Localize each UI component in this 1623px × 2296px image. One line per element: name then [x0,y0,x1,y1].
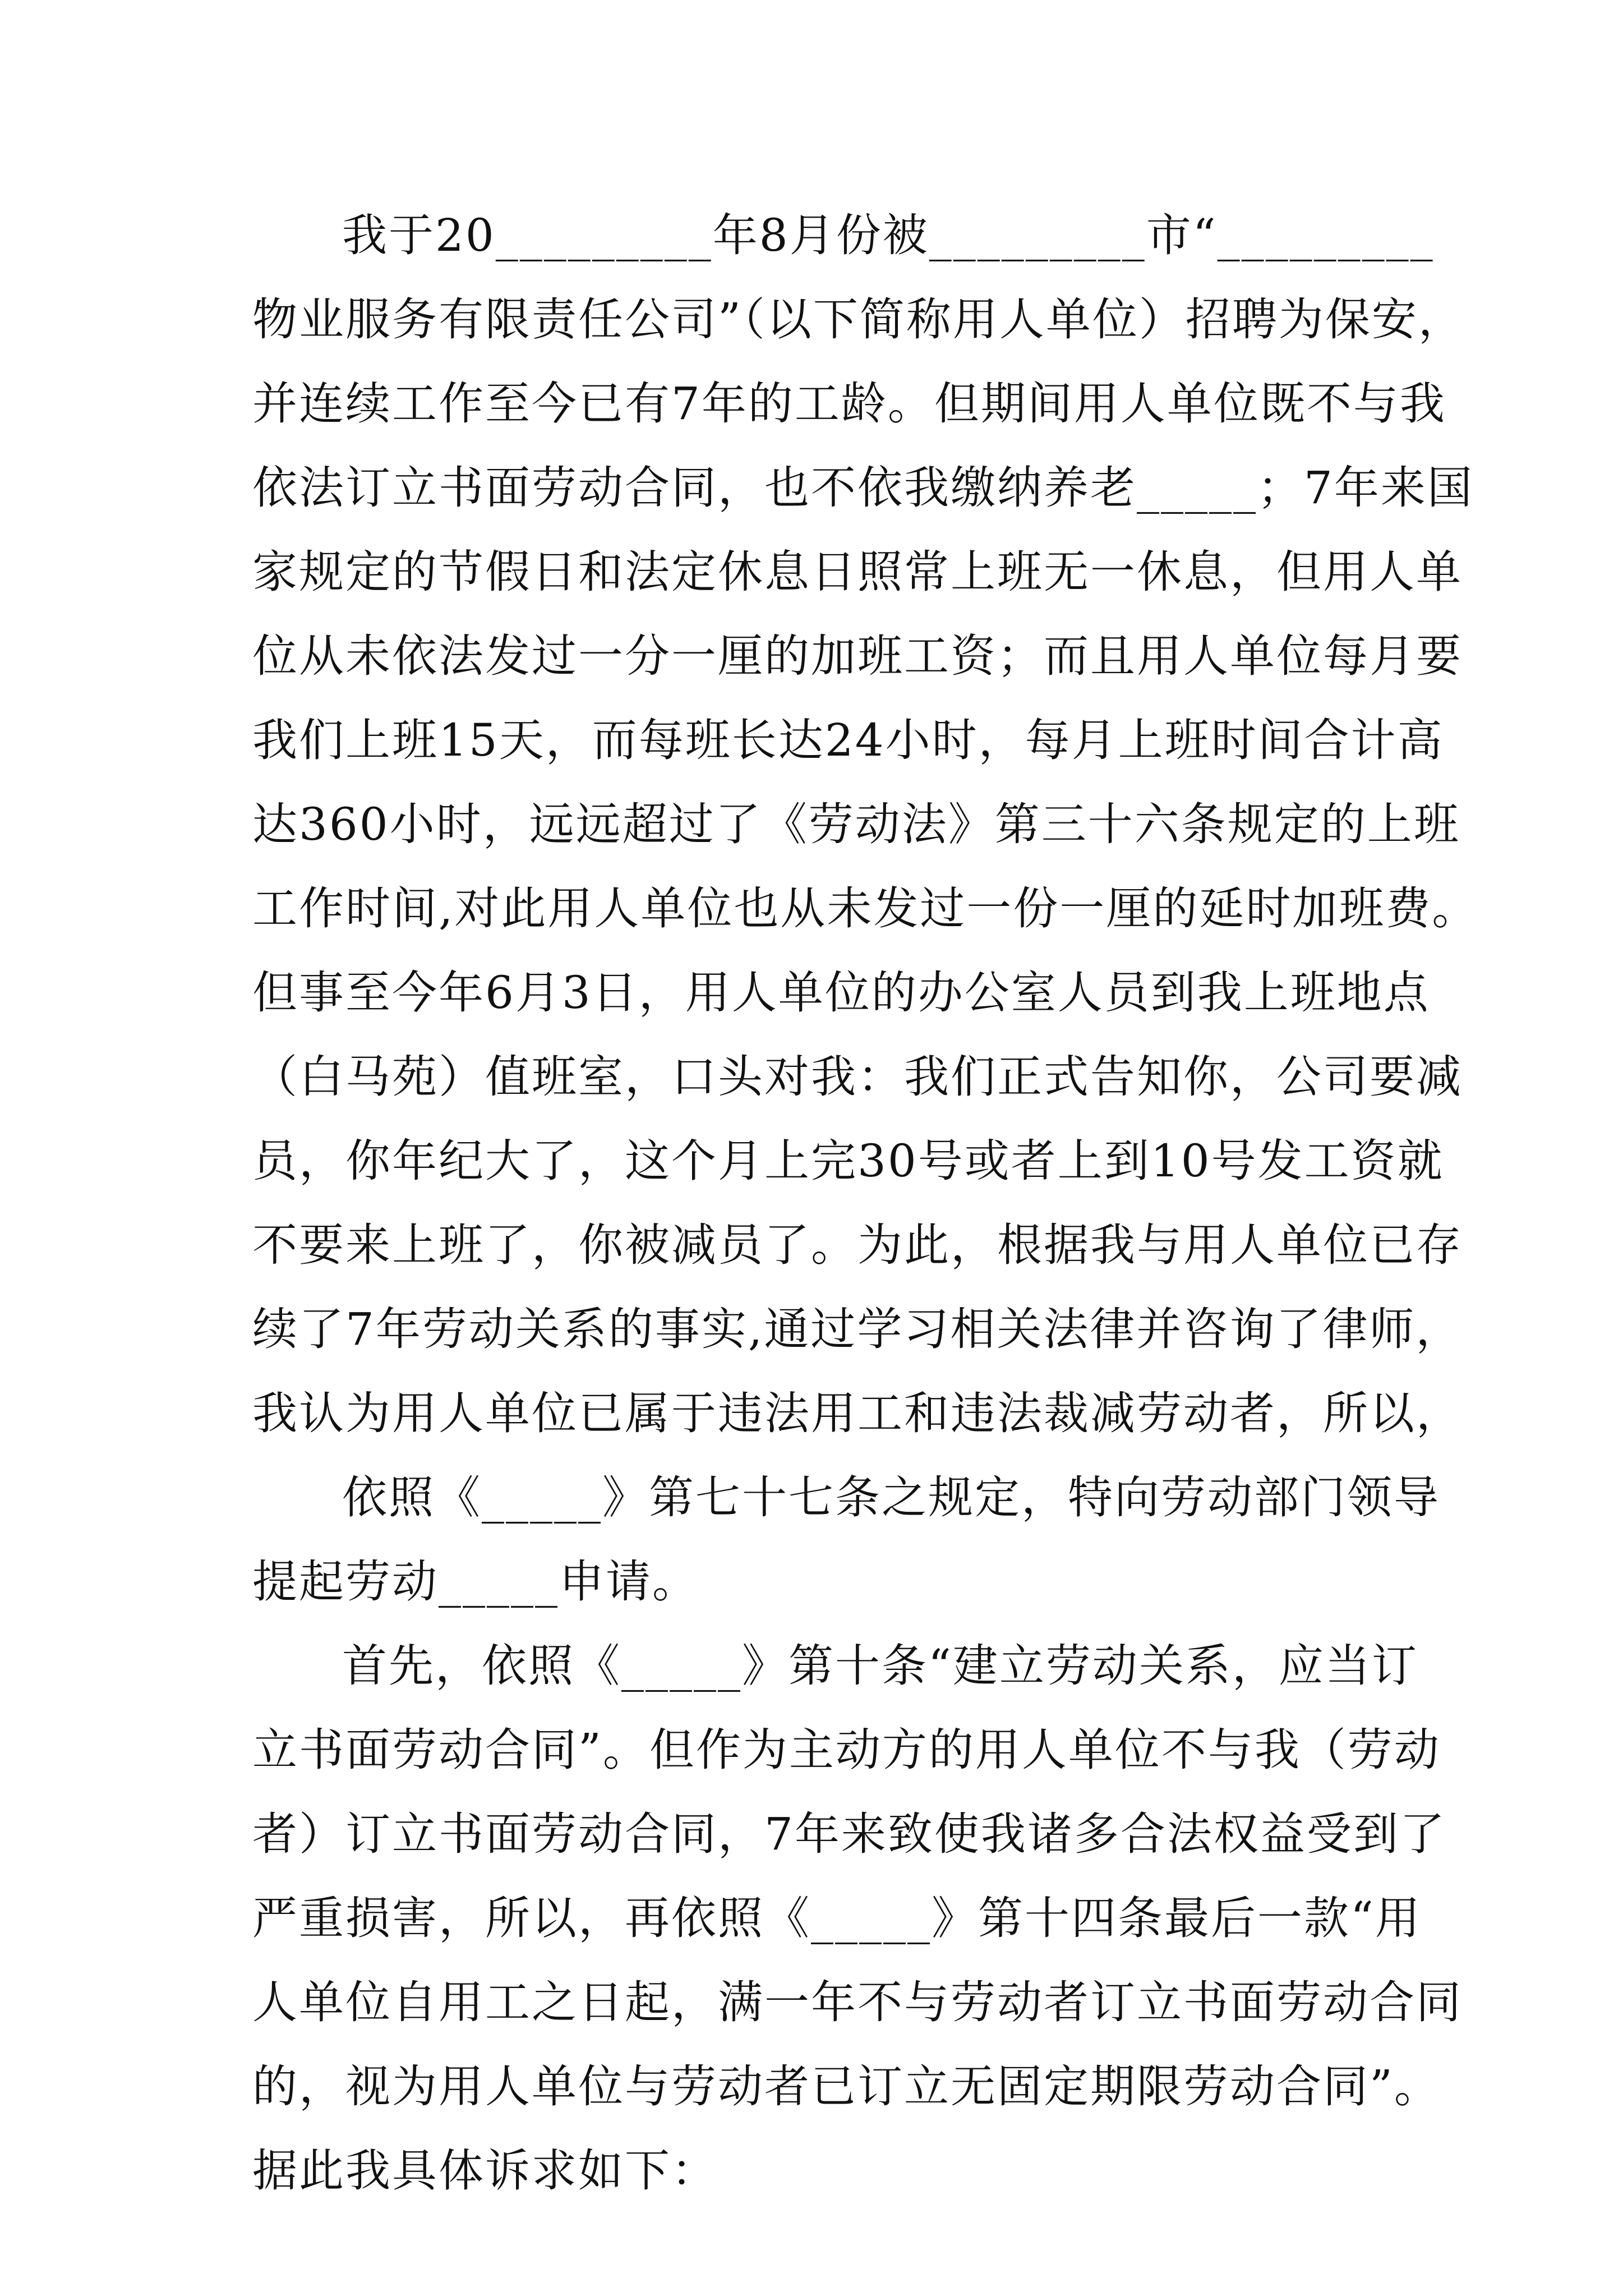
text-line: 据此我具体诉求如下： [252,2145,718,2197]
text-line: 工作时间,对此用人单位也从未发过一份一厘的延时加班费。 [252,882,1479,935]
text-line: 依照《_____》第七十七条之规定，特向劳动部门领导 [342,1471,1440,1524]
text-line: 我们上班15天，而每班长达24小时，每月上班时间合计高 [252,714,1444,766]
paragraph-2 [252,1456,1440,1624]
text-line: 员，你年纪大了，这个月上完30号或者上到10号发工资就 [252,1135,1444,1187]
document-body [252,194,1479,2213]
text-line: 家规定的节假日和法定休息日照常上班无一休息，但用人单 [252,546,1463,598]
text-line: 不要来上班了，你被减员了。为此，根据我与用人单位已存 [252,1219,1463,1271]
text-line: 提起劳动_____申请。 [252,1556,699,1608]
text-line: 物业服务有限责任公司”（以下简称用人单位）招聘为保安， [252,293,1465,346]
paragraph-3 [252,1624,1463,2213]
text-line: （白马苑）值班室，口头对我：我们正式告知你，公司要减 [252,1051,1463,1103]
text-line: 首先，依照《_____》第十条“建立劳动关系，应当订 [342,1640,1418,1692]
text-line: 我认为用人单位已属于违法用工和违法裁减劳动者，所以， [252,1387,1463,1439]
text-line: 我于20_________年8月份被_________市“_________ [342,209,1435,261]
text-line: 者）订立书面劳动合同，7年来致使我诸多合法权益受到了 [252,1808,1446,1860]
text-line: 人单位自用工之日起，满一年不与劳动者订立书面劳动合同 [252,1976,1463,2028]
text-line: 续了7年劳动关系的事实,通过学习相关法律并咨询了律师， [252,1303,1463,1355]
text-line: 位从未依法发过一分一厘的加班工资；而且用人单位每月要 [252,630,1463,682]
text-line: 达360小时，远远超过了《劳动法》第三十六条规定的上班 [252,798,1460,850]
text-line: 的，视为用人单位与劳动者已订立无固定期限劳动合同”。 [252,2060,1441,2113]
text-line: 并连续工作至今已有7年的工龄。但期间用人单位既不与我 [252,378,1446,430]
text-line: 严重损害，所以，再依照《_____》第十四条最后一款“用 [252,1892,1422,1944]
text-line: 但事至今年6月3日，用人单位的办公室人员到我上班地点 [252,967,1430,1019]
text-line: 立书面劳动合同”。但作为主动方的用人单位不与我（劳动 [252,1724,1441,1776]
paragraph-1 [252,194,1479,1456]
text-line: 依法订立书面劳动合同，也不依我缴纳养老_____；7年来国 [252,462,1474,514]
